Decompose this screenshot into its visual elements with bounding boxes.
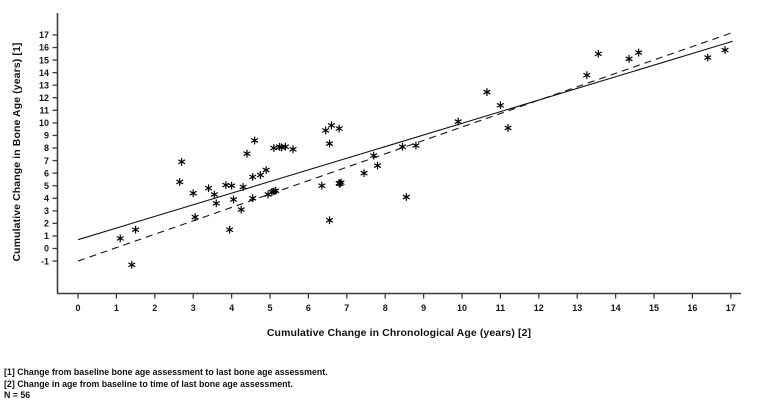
x-tick-label: 4: [229, 303, 235, 313]
data-point-marker: [263, 166, 270, 174]
x-tick-label: 7: [344, 303, 350, 313]
data-point-marker: [626, 55, 633, 63]
x-tick-label: 8: [382, 303, 388, 313]
x-tick-label: 10: [456, 303, 468, 313]
y-tick-label: 15: [38, 55, 49, 66]
x-tick-label: 5: [267, 303, 273, 313]
data-point-marker: [595, 50, 602, 58]
data-point-marker: [326, 216, 333, 224]
data-point-marker: [370, 152, 377, 160]
x-tick-label: 17: [725, 303, 736, 313]
x-tick-label: 12: [533, 303, 544, 313]
data-point-marker: [117, 235, 124, 243]
footnote-2: [2] Change in age from baseline to time of last bone age assessment.: [4, 378, 293, 389]
data-point-marker: [635, 49, 642, 57]
data-point-marker: [322, 127, 329, 135]
data-point-marker: [328, 122, 335, 130]
y-tick-label: 0: [43, 243, 49, 254]
x-tick-label: 6: [305, 303, 311, 313]
x-tick-label: 16: [687, 303, 698, 313]
y-tick-label: 3: [43, 206, 49, 217]
data-point-marker: [326, 140, 333, 148]
y-tick-label: 5: [43, 180, 49, 191]
data-point-marker: [361, 169, 368, 177]
data-point-marker: [484, 88, 491, 96]
data-point-marker: [249, 173, 256, 181]
y-tick-label: -1: [40, 256, 49, 267]
data-point-marker: [251, 137, 258, 145]
data-point-marker: [222, 181, 229, 189]
data-point-marker: [132, 226, 139, 234]
footnote-1: [1] Change from baseline bone age assessment to last bone age assessment.: [4, 367, 328, 377]
data-point-marker: [190, 189, 197, 197]
data-point-marker: [505, 124, 512, 132]
y-tick-label: 17: [38, 30, 49, 41]
data-point-marker: [290, 145, 297, 153]
x-tick-label: 13: [572, 303, 583, 313]
x-tick-label: 2: [152, 303, 158, 313]
y-tick-label: 16: [38, 42, 49, 53]
fit-line-solid: [78, 41, 733, 239]
data-point-marker: [238, 206, 245, 214]
x-tick-label: 3: [190, 303, 196, 313]
reference-line-dashed: [78, 32, 733, 261]
data-point-marker: [336, 125, 343, 133]
data-point-marker: [583, 71, 590, 79]
y-tick-label: 12: [38, 92, 49, 103]
y-tick-label: 4: [43, 193, 49, 204]
footnote-n: N = 56: [4, 390, 31, 400]
data-point-marker: [704, 54, 711, 62]
data-point-marker: [178, 158, 185, 166]
data-point-marker: [128, 261, 135, 269]
x-tick-label: 1: [113, 303, 119, 313]
y-tick-label: 13: [38, 80, 49, 91]
y-tick-label: 9: [43, 130, 49, 141]
y-tick-label: 8: [43, 143, 49, 154]
data-point-marker: [226, 226, 233, 234]
x-tick-label: 14: [610, 303, 621, 313]
y-axis-title: Cumulative Change in Bone Age (years) [1]: [11, 42, 23, 262]
data-point-marker: [257, 171, 264, 179]
y-tick-label: 7: [43, 155, 49, 166]
data-point-marker: [213, 199, 220, 207]
data-point-marker: [403, 193, 410, 201]
x-tick-label: 9: [421, 303, 427, 313]
y-tick-label: 11: [39, 105, 49, 116]
data-point-marker: [374, 162, 381, 170]
y-tick-label: 1: [43, 231, 49, 242]
y-tick-label: 14: [38, 67, 49, 78]
data-point-marker: [228, 182, 235, 190]
x-axis-title: Cumulative Change in Chronological Age (years) [2]: [266, 327, 532, 339]
x-tick-label: 11: [495, 303, 506, 313]
data-point-marker: [244, 150, 251, 158]
y-tick-label: 6: [43, 168, 49, 179]
data-point-marker: [240, 183, 247, 191]
data-point-marker: [230, 196, 237, 204]
x-tick-label: 0: [75, 303, 81, 313]
y-tick-label: 10: [38, 118, 49, 129]
footnote-block: [4, 367, 328, 402]
data-point-marker: [497, 101, 504, 109]
x-tick-label: 15: [648, 303, 660, 313]
data-point-marker: [318, 182, 325, 190]
data-point-marker: [399, 143, 406, 151]
y-tick-label: 2: [43, 218, 49, 229]
data-point-marker: [722, 46, 729, 54]
data-point-marker: [176, 178, 183, 186]
data-point-marker: [205, 184, 212, 192]
data-point-marker: [455, 118, 462, 126]
